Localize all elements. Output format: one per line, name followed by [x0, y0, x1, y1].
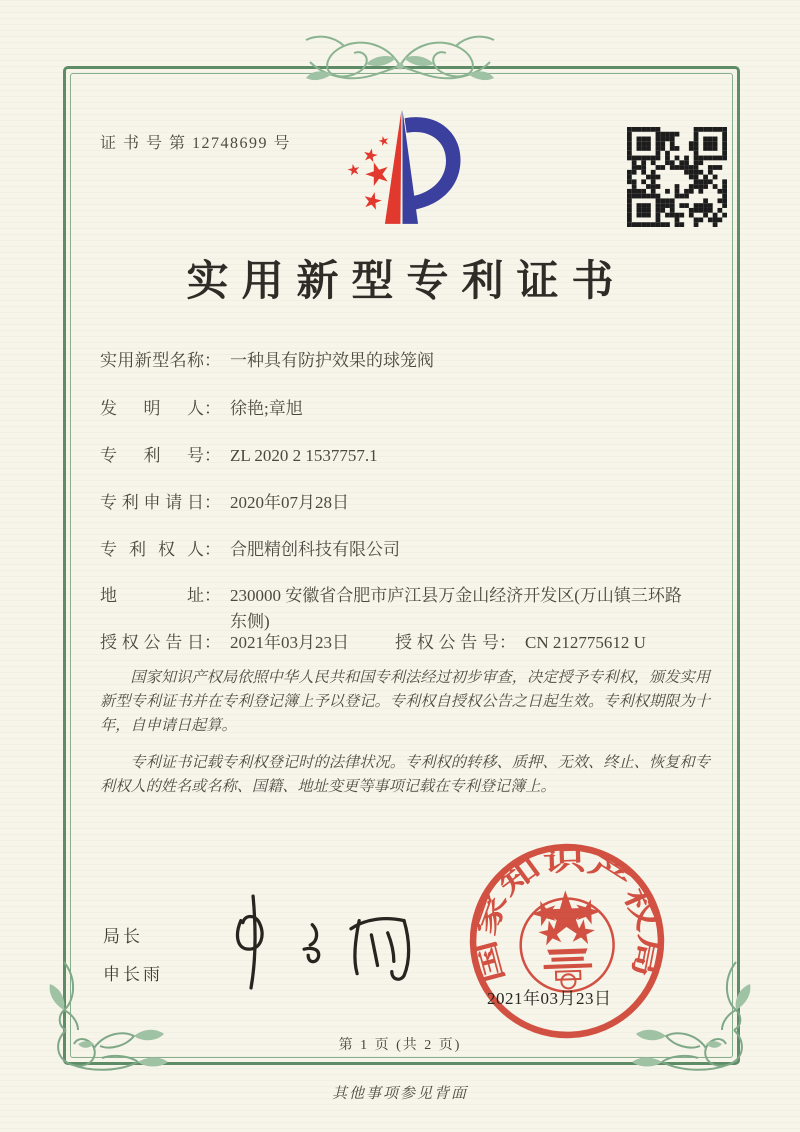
grant-no: CN 212775612 U — [525, 633, 646, 652]
director-title: 局长 — [103, 927, 143, 946]
field-value: 一种具有防护效果的球笼阀 — [230, 351, 434, 370]
colon: ： — [204, 399, 221, 418]
legal-text — [100, 666, 710, 813]
signature-script-icon — [218, 890, 433, 992]
colon: ： — [204, 493, 221, 512]
qr-code-icon — [627, 127, 727, 227]
colon: ： — [204, 446, 221, 465]
colon: ： — [204, 586, 221, 605]
certificate-title: 实用新型专利证书 — [186, 259, 627, 305]
back-note: 其他事项参见背面 — [331, 1086, 468, 1102]
page-number: 第 1 页 (共 2 页) — [338, 1038, 462, 1053]
field-label: 发明人 — [100, 399, 204, 418]
colon: ： — [499, 633, 516, 652]
field-value: 2020年07月28日 — [230, 493, 349, 512]
seal-text: 国家知识产权局 — [470, 846, 664, 986]
field-label: 专利号 — [100, 446, 204, 465]
colon: ： — [204, 351, 221, 370]
field-row-inventor — [100, 396, 303, 422]
field-row-filing-date — [100, 490, 349, 516]
field-row-address — [100, 583, 682, 635]
field-label: 专利权人 — [100, 540, 204, 559]
body-paragraph-1: 国家知识产权局依照中华人民共和国专利法经过初步审查，决定授予专利权，颁发实用新型专利证书并在专利登记簿上予以登记。专利权自授权公告之日起生效。专利权期限为十年，自申请日起算。 — [100, 669, 710, 734]
field-label: 实用新型名称 — [100, 351, 204, 370]
field-value: 合肥精创科技有限公司 — [230, 540, 400, 559]
certificate-number: 证 书 号 第 12748699 号 — [100, 135, 292, 152]
body-paragraph-2: 专利证书记载专利权登记时的法律状况。专利权的转移、质押、无效、终止、恢复和专利权人的姓名或名称、国籍、地址变更等事项记载在专利登记簿上。 — [100, 754, 710, 796]
field-row-patent-no — [100, 443, 378, 469]
field-value: 徐艳;章旭 — [230, 399, 303, 418]
field-label: 授权公告日 — [100, 633, 204, 652]
field-label: 专利申请日 — [100, 493, 204, 512]
official-seal-icon — [463, 837, 672, 1046]
field-row-patentee — [100, 537, 400, 563]
field-value: 230000 安徽省合肥市庐江县万金山经济开发区(万山镇三环路东侧) — [230, 586, 682, 631]
director-name: 申长雨 — [103, 965, 163, 984]
field-value: ZL 2020 2 1537757.1 — [230, 446, 378, 465]
field-label: 授权公告号 — [395, 633, 499, 652]
colon: ： — [204, 633, 221, 652]
grant-no-pair — [395, 630, 646, 656]
seal-date: 2021年03月23日 — [487, 989, 612, 1008]
field-row-grant — [100, 630, 646, 656]
grant-date: 2021年03月23日 — [230, 633, 349, 652]
cnipa-logo-icon — [330, 104, 475, 232]
field-label: 地址 — [100, 586, 204, 605]
colon: ： — [204, 540, 221, 559]
field-row-name — [100, 348, 434, 374]
